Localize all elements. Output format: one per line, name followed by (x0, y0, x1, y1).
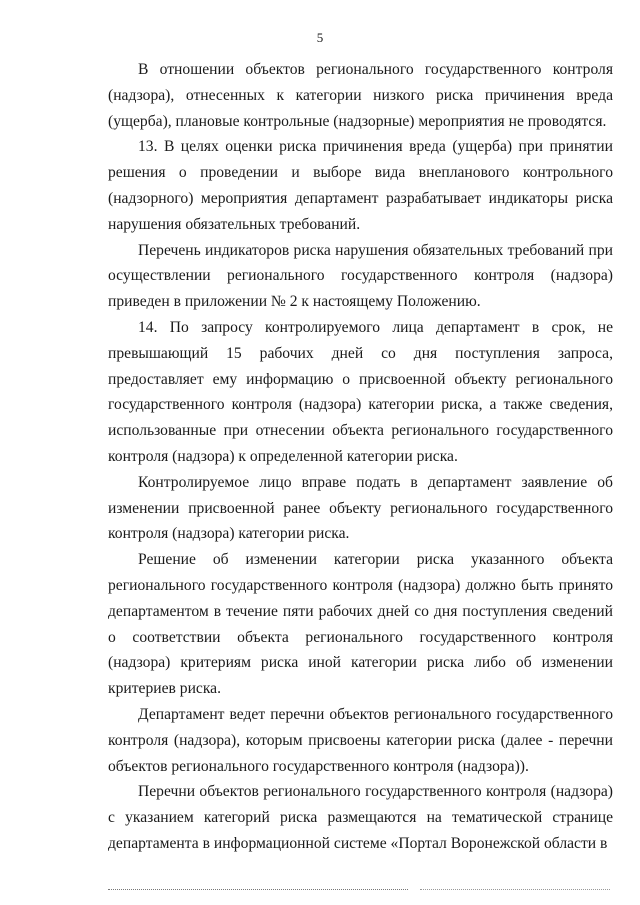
footer-divider-right (420, 889, 610, 890)
paragraph-item-13: 13. В целях оценки риска причинения вреда (ущерба) при принятии решения о проведении и выборе вида внепланового контрольного (надзорного) мероприятия департамент разрабатывает индикаторы риска нарушения обязательных требований. (108, 138, 613, 233)
page-number: 5 (316, 30, 324, 45)
paragraph-item-14: 14. По запросу контролируемого лица департамент в срок, не превышающий 15 рабочих дней со дня поступления запроса, предоставляет ему информацию о присвоенной объекту регионального государственного контроля (надзора) категории риска, а также сведения, использованные при отнесении объекта регионального государственного контроля (надзора) к определенной категории риска. (108, 318, 613, 465)
paragraph-low-risk: В отношении объектов регионального государственного контроля (надзора), отнесенных к категории низкого риска причинения вреда (ущерба), плановые контрольные (надзорные) мероприятия не проводятся. (108, 61, 613, 130)
paragraph-controlled-person-request: Контролируемое лицо вправе подать в департамент заявление об изменении присвоенной ранее объекту регионального государственного контроля (надзора) категории риска. (108, 473, 613, 543)
paragraph-department-lists: Департамент ведет перечни объектов регионального государственного контроля (надзора), которым присвоены категории риска (далее - перечни объектов регионального государственного контроля (надзора)). (108, 705, 613, 775)
document-body (108, 57, 613, 857)
footer-divider (108, 889, 408, 890)
paragraph-risk-indicators-list: Перечень индикаторов риска нарушения обязательных требований при осуществлении регионального государственного контроля (надзора) приведен в приложении № 2 к настоящему Положению. (108, 241, 613, 311)
paragraph-category-change-decision: Решение об изменении категории риска указанного объекта регионального государственного контроля (надзора) должно быть принято департаментом в течение пяти рабочих дней со дня поступления сведений о соответствии объекта регионального государственного контроля (надзора) критериям риска иной категории риска либо об изменении критериев риска. (108, 551, 613, 698)
paragraph-lists-publication: Перечни объектов регионального государственного контроля (надзора) с указанием категорий риска размещаются на тематической странице департамента в информационной системе «Портал Воронежской области в (108, 783, 613, 852)
